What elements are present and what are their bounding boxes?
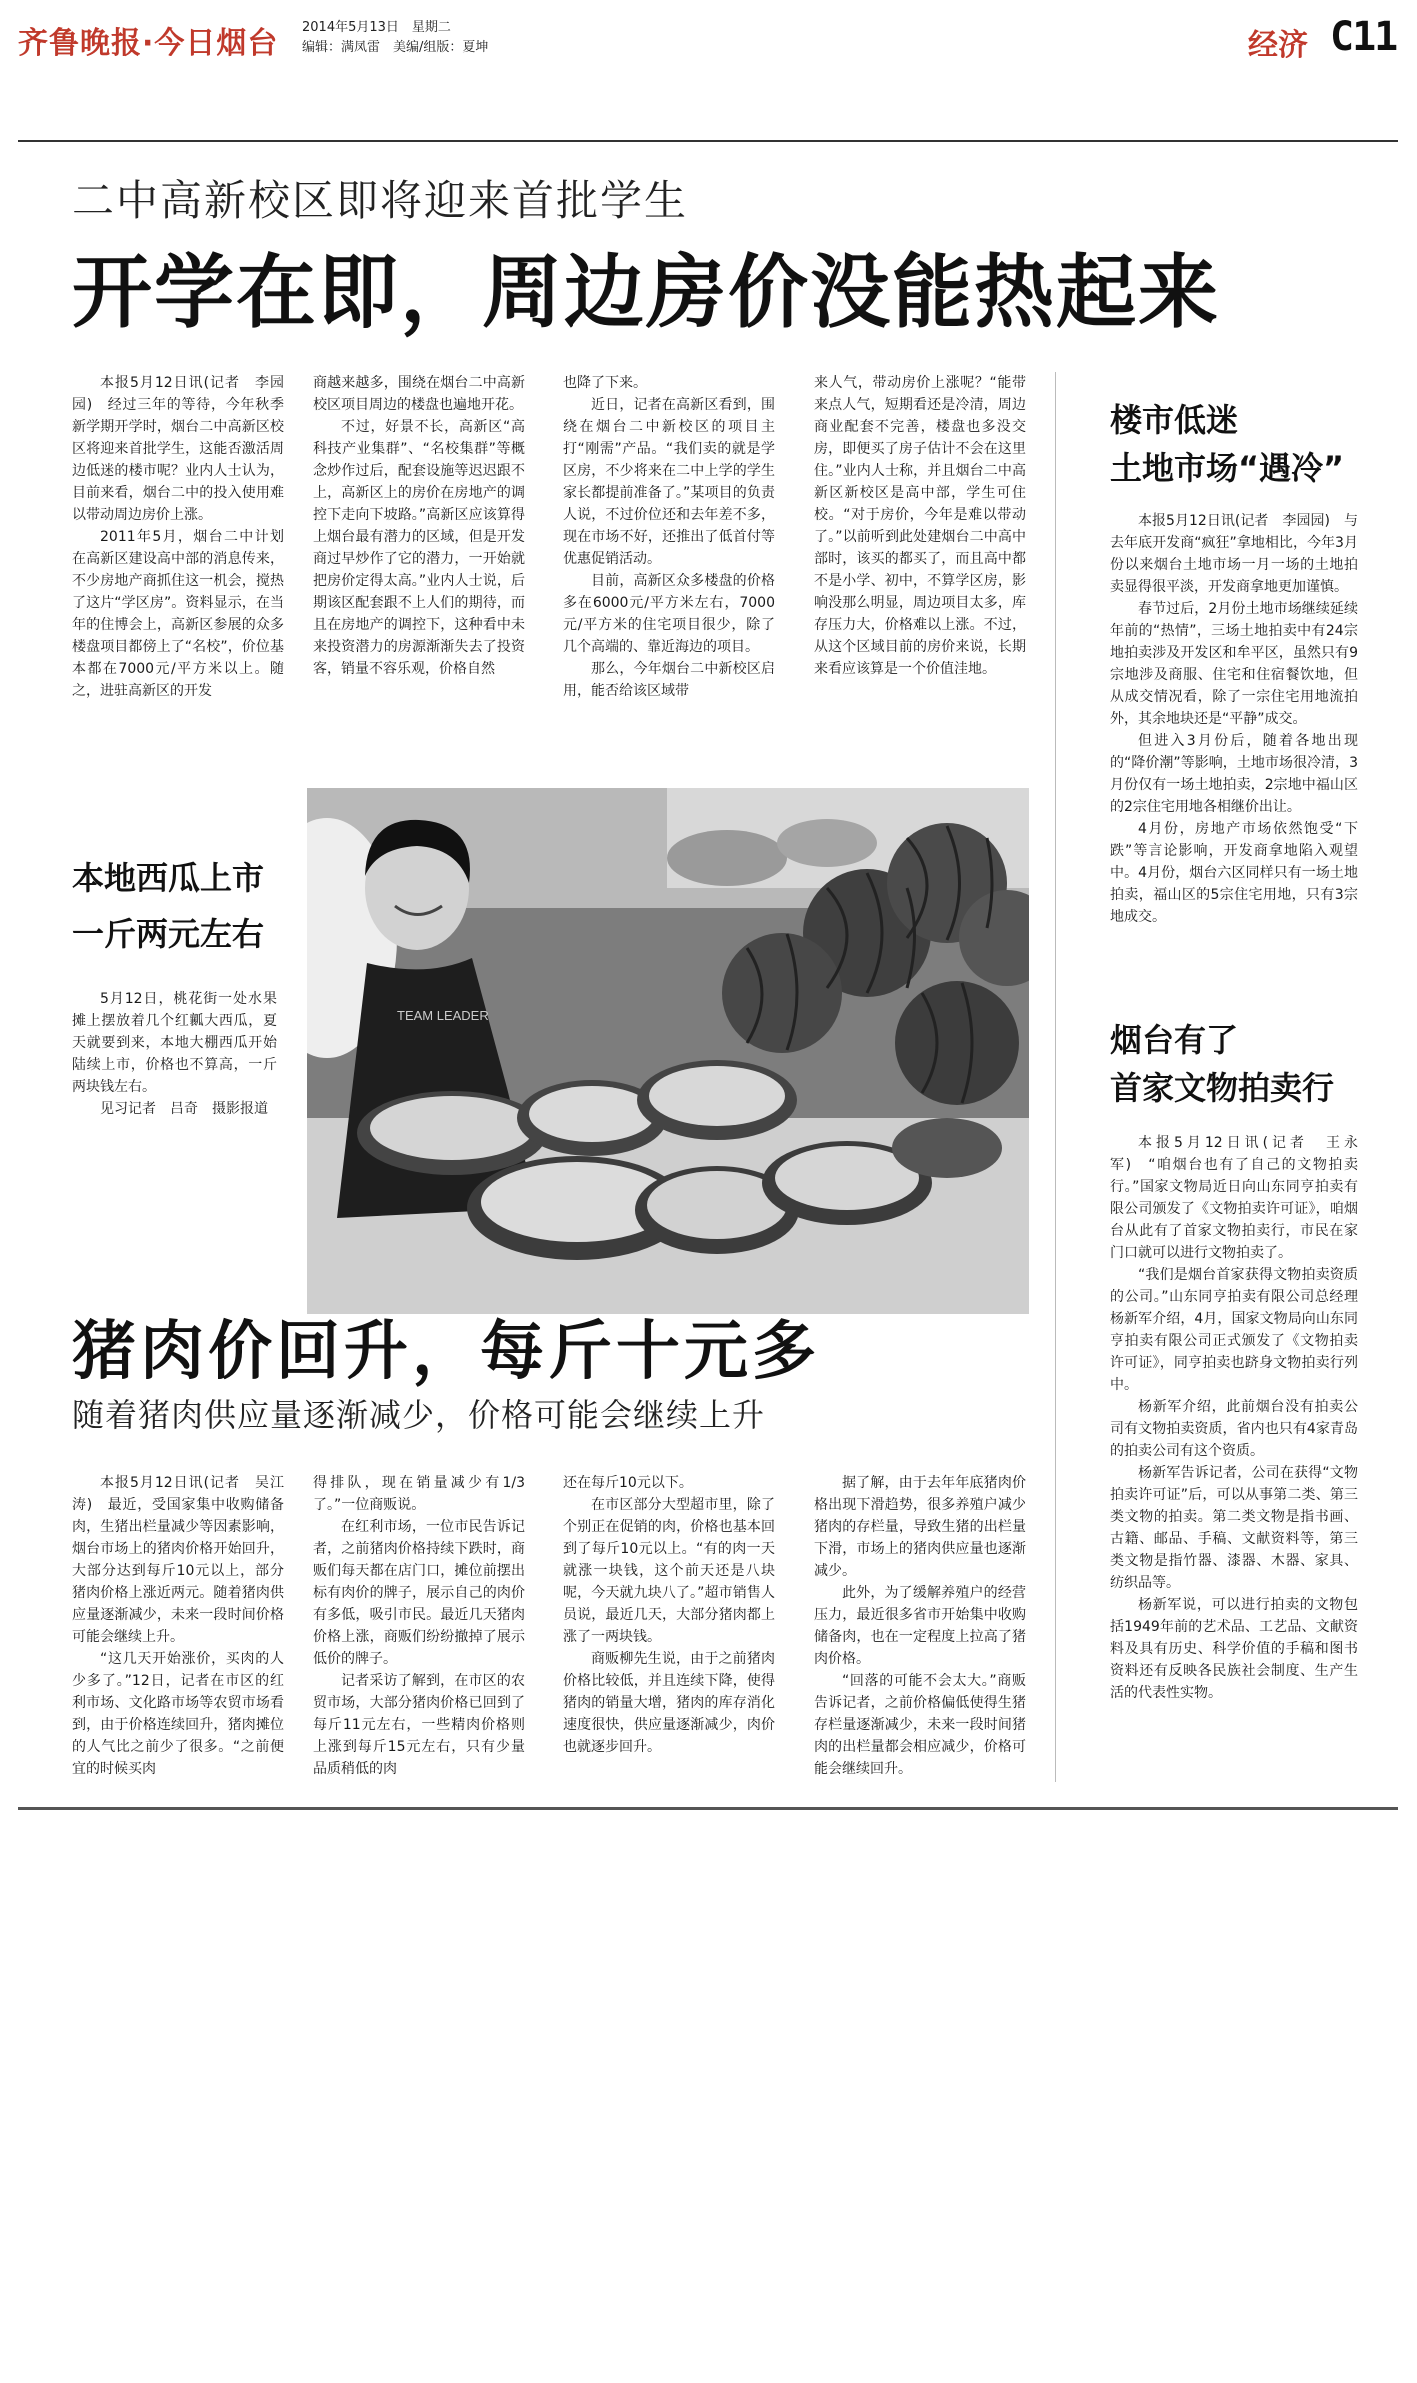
sidebar1-body bbox=[1110, 510, 1358, 928]
paragraph: 此外，为了缓解养殖户的经营压力，最近很多省市开始集中收购储备肉，也在一定程度上拉高了猪肉价格。 bbox=[814, 1585, 1026, 1667]
photo-caption bbox=[72, 988, 277, 1120]
paragraph: 4月份，房地产市场依然饱受“下跌”等言论影响，开发商拿地陷入观望中。4月份，烟台六区同样只有一场土地拍卖，福山区的5宗住宅用地，只有3宗地成交。 bbox=[1110, 821, 1358, 925]
masthead-rule bbox=[18, 140, 1398, 142]
paragraph: “这几天开始涨价，买肉的人少多了。”12日，记者在市区的红利市场、文化路市场等农贸市场看到，由于价格连续回升，猪肉摊位的人气比之前少了很多。“之前便宜的时候买肉 bbox=[72, 1651, 284, 1777]
story2-column-3 bbox=[563, 1472, 775, 1758]
paragraph: 本报5月12日讯(记者 李园园) 与去年底开发商“疯狂”拿地相比，今年3月份以来烟台土地市场一月一场的土地拍卖显得很平淡，开发商拿地更加谨慎。 bbox=[1110, 513, 1358, 595]
paragraph: 商贩柳先生说，由于之前猪肉价格比较低，并且连续下降，使得猪肉的销量大增，猪肉的库存消化速度很快，供应量逐渐减少，肉价也就逐步回升。 bbox=[563, 1651, 775, 1755]
watermelon-photo bbox=[307, 788, 1029, 1314]
story2-deck: 随着猪肉供应量逐渐减少，价格可能会继续上升 bbox=[72, 1396, 766, 1434]
paragraph: 来人气，带动房价上涨呢？“能带来点人气，短期看还是冷清，周边商业配套不完善，楼盘也多没交房，即便买了房子估计不会在这里住。”业内人士称，并且烟台二中高新区新校区是高中部，学生可住校。“对于房价，今年是难以带动了。”以前听到此处建烟台二中高中部时，该买的都买了，而且高中都不是小学、初中，不算学区房，影响没那么明显，周边项目太多，库存压力大，价格难以上涨。不过，从这个区域目前的房价来说，长期来看应该算是一个价值洼地。 bbox=[814, 375, 1026, 677]
photo-credit: 见习记者 吕奇 摄影报道 bbox=[100, 1101, 268, 1117]
photo-illustration bbox=[307, 788, 1029, 1314]
paragraph: 在红利市场，一位市民告诉记者，之前猪肉价格持续下跌时，商贩们每天都在店门口，摊位前摆出标有肉价的牌子，展示自己的肉价有多低，吸引市民。最近几天猪肉价格上涨，商贩们纷纷撤掉了展示低价的牌子。 bbox=[313, 1519, 525, 1667]
story1-column-4 bbox=[814, 372, 1026, 680]
story1-kicker: 二中高新校区即将迎来首批学生 bbox=[72, 176, 689, 225]
paragraph: 目前，高新区众多楼盘的价格多在6000元/平方米左右，7000元/平方米的住宅项目很少，除了几个高端的、靠近海边的项目。 bbox=[563, 573, 775, 655]
paragraph: 商越来越多，围绕在烟台二中高新校区项目周边的楼盘也遍地开花。 bbox=[313, 375, 525, 413]
sidebar1-headline-line1: 楼市低迷 bbox=[1110, 401, 1239, 439]
paragraph: 那么，今年烟台二中新校区启用，能否给该区域带 bbox=[563, 661, 775, 699]
paragraph: 2011年5月，烟台二中计划在高新区建设高中部的消息传来，不少房地产商抓住这一机会，搅热了这片“学区房”。资料显示，在当年的住博会上，高新区参展的众多楼盘项目都傍上了“名校”，价位基本都在7000元/平方米以上。随之，进驻高新区的开发 bbox=[72, 529, 284, 699]
paragraph: 杨新军告诉记者，公司在获得“文物拍卖许可证”后，可以从事第二类、第三类文物的拍卖。第二类文物是指书画、古籍、邮品、手稿、文献资料等，第三类文物是指竹器、漆器、木器、家具、纺织品等。 bbox=[1110, 1465, 1358, 1591]
paragraph: 春节过后，2月份土地市场继续延续年前的“热情”，三场土地拍卖中有24宗地拍卖涉及开发区和牟平区，虽然只有9宗地涉及商服、住宅和住宿餐饮地，但从成交情况看，除了一宗住宅用地流拍外，其余地块还是“平静”成交。 bbox=[1110, 601, 1358, 727]
story1-column-3 bbox=[563, 372, 775, 702]
paragraph: 记者采访了解到，在市区的农贸市场，大部分猪肉价格已回到了每斤11元左右，一些精肉价格则上涨到每斤15元左右，只有少量品质稍低的肉 bbox=[313, 1673, 525, 1777]
paragraph: 杨新军介绍，此前烟台没有拍卖公司有文物拍卖资质，省内也只有4家青岛的拍卖公司有这个资质。 bbox=[1110, 1399, 1358, 1459]
paragraph: 在市区部分大型超市里，除了个别正在促销的肉，价格也基本回到了每斤10元以上。“有的肉一天就涨一块钱，这个前天还是八块呢，今天就九块八了。”超市销售人员说，最近几天，大部分猪肉都上涨了一两块钱。 bbox=[563, 1497, 775, 1645]
paragraph: 本报5月12日讯(记者 吴江涛) 最近，受国家集中收购储备肉，生猪出栏量减少等因素影响，烟台市场上的猪肉价格开始回升，大部分达到每斤10元以上，部分猪肉价格上涨近两元。随着猪肉供应量逐渐减少，未来一段时间价格可能会继续上升。 bbox=[72, 1475, 284, 1645]
story1-column-1 bbox=[72, 372, 284, 702]
paragraph: 近日，记者在高新区看到，围绕在烟台二中新校区的项目主打“刚需”产品。“我们卖的就是学区房，不少将来在二中上学的学生家长都提前准备了。”某项目的负责人说，不过价位还和去年差不多，现在市场不好，还推出了低首付等优惠促销活动。 bbox=[563, 397, 775, 567]
page-bottom-rule bbox=[18, 1807, 1398, 1810]
paragraph: 本报5月12日讯(记者 李园园) 经过三年的等待，今年秋季新学期开学时，烟台二中高新区校区将迎来首批学生，这能否激活周边低迷的楼市呢？业内人士认为，目前来看，烟台二中的投入使用难以带动周边房价上涨。 bbox=[72, 375, 284, 523]
paragraph: “我们是烟台首家获得文物拍卖资质的公司。”山东同亨拍卖有限公司总经理杨新军介绍，4月，国家文物局向山东同亨拍卖有限公司正式颁发了《文物拍卖许可证》，同亨拍卖也跻身文物拍卖行列中。 bbox=[1110, 1267, 1358, 1393]
sidebar1-headline-line2: 土地市场“遇冷” bbox=[1110, 449, 1345, 487]
story2-headline: 猪肉价回升，每斤十元多 bbox=[72, 1315, 820, 1389]
paragraph: 得排队，现在销量减少有1/3了。”一位商贩说。 bbox=[313, 1475, 525, 1513]
editor-line: 编辑：满凤雷 美编/组版：夏坤 bbox=[302, 40, 489, 55]
paragraph: 不过，好景不长，高新区“高科技产业集群”、“名校集群”等概念炒作过后，配套设施等迟迟跟不上，高新区上的房价在房地产的调控下走向下坡路。”高新区应该算得上烟台最有潜力的区域，但是开发商过早炒作了它的潜力，一开始就把房价定得太高。”业内人士说，后期该区配套跟不上人们的期待，而且在房地产的调控下，这种看中未来投资潜力的房源渐渐失去了投资客，销量不容乐观，价格自然 bbox=[313, 419, 525, 677]
photo-headline-line2: 一斤两元左右 bbox=[72, 915, 265, 953]
sidebar2-headline-line1: 烟台有了 bbox=[1110, 1021, 1239, 1059]
photo-story-headline bbox=[72, 850, 264, 962]
page-number: C11 bbox=[1330, 14, 1397, 60]
story1-column-2 bbox=[313, 372, 525, 680]
paragraph: 也降了下来。 bbox=[563, 375, 647, 391]
sidebar1-headline bbox=[1110, 396, 1344, 492]
masthead-brand: 齐鲁晚报·今日烟台 bbox=[18, 26, 279, 61]
paragraph: 杨新军说，可以进行拍卖的文物包括1949年前的艺术品、工艺品、文献资料及具有历史、科学价值的手稿和图书资料还有反映各民族社会制度、生产生活的代表性实物。 bbox=[1110, 1597, 1358, 1701]
story2-column-1 bbox=[72, 1472, 284, 1780]
caption-text: 5月12日，桃花街一处水果摊上摆放着几个红瓤大西瓜，夏天就要到来，本地大棚西瓜开始陆续上市，价格也不算高，一斤两块钱左右。 bbox=[72, 991, 277, 1095]
column-rule bbox=[1055, 372, 1056, 1782]
paragraph: 本报5月12日讯(记者 王永军) “咱烟台也有了自己的文物拍卖行。”国家文物局近日向山东同亨拍卖有限公司颁发了《文物拍卖许可证》，咱烟台从此有了首家文物拍卖行，市民在家门口就可以进行文物拍卖了。 bbox=[1110, 1135, 1358, 1261]
paragraph: 据了解，由于去年年底猪肉价格出现下滑趋势，很多养殖户减少猪肉的存栏量，导致生猪的出栏量下滑，市场上的猪肉供应量也逐渐减少。 bbox=[814, 1475, 1026, 1579]
sidebar2-body bbox=[1110, 1132, 1358, 1704]
sidebar2-headline bbox=[1110, 1016, 1334, 1112]
paragraph: 但进入3月份后，随着各地出现的“降价潮”等影响，土地市场很冷清，3月份仅有一场土地拍卖，2宗地中福山区的2宗住宅用地各相继价出让。 bbox=[1110, 733, 1358, 815]
date-line: 2014年5月13日 星期二 bbox=[302, 20, 451, 35]
paragraph: 还在每斤10元以下。 bbox=[563, 1475, 693, 1491]
paragraph: “回落的可能不会太大。”商贩告诉记者，之前价格偏低使得生猪存栏量逐渐减少，未来一段时间猪肉的出栏量都会相应减少，价格可能会继续回升。 bbox=[814, 1673, 1026, 1777]
sidebar2-headline-line2: 首家文物拍卖行 bbox=[1110, 1069, 1335, 1107]
section-name: 经济 bbox=[1248, 28, 1308, 63]
story2-column-4 bbox=[814, 1472, 1026, 1780]
masthead-info bbox=[302, 18, 488, 58]
story2-column-2 bbox=[313, 1472, 525, 1780]
photo-headline-line1: 本地西瓜上市 bbox=[72, 859, 265, 897]
story1-headline: 开学在即，周边房价没能热起来 bbox=[72, 246, 1220, 339]
shirt-text: TEAM LEADER bbox=[397, 1008, 489, 1023]
